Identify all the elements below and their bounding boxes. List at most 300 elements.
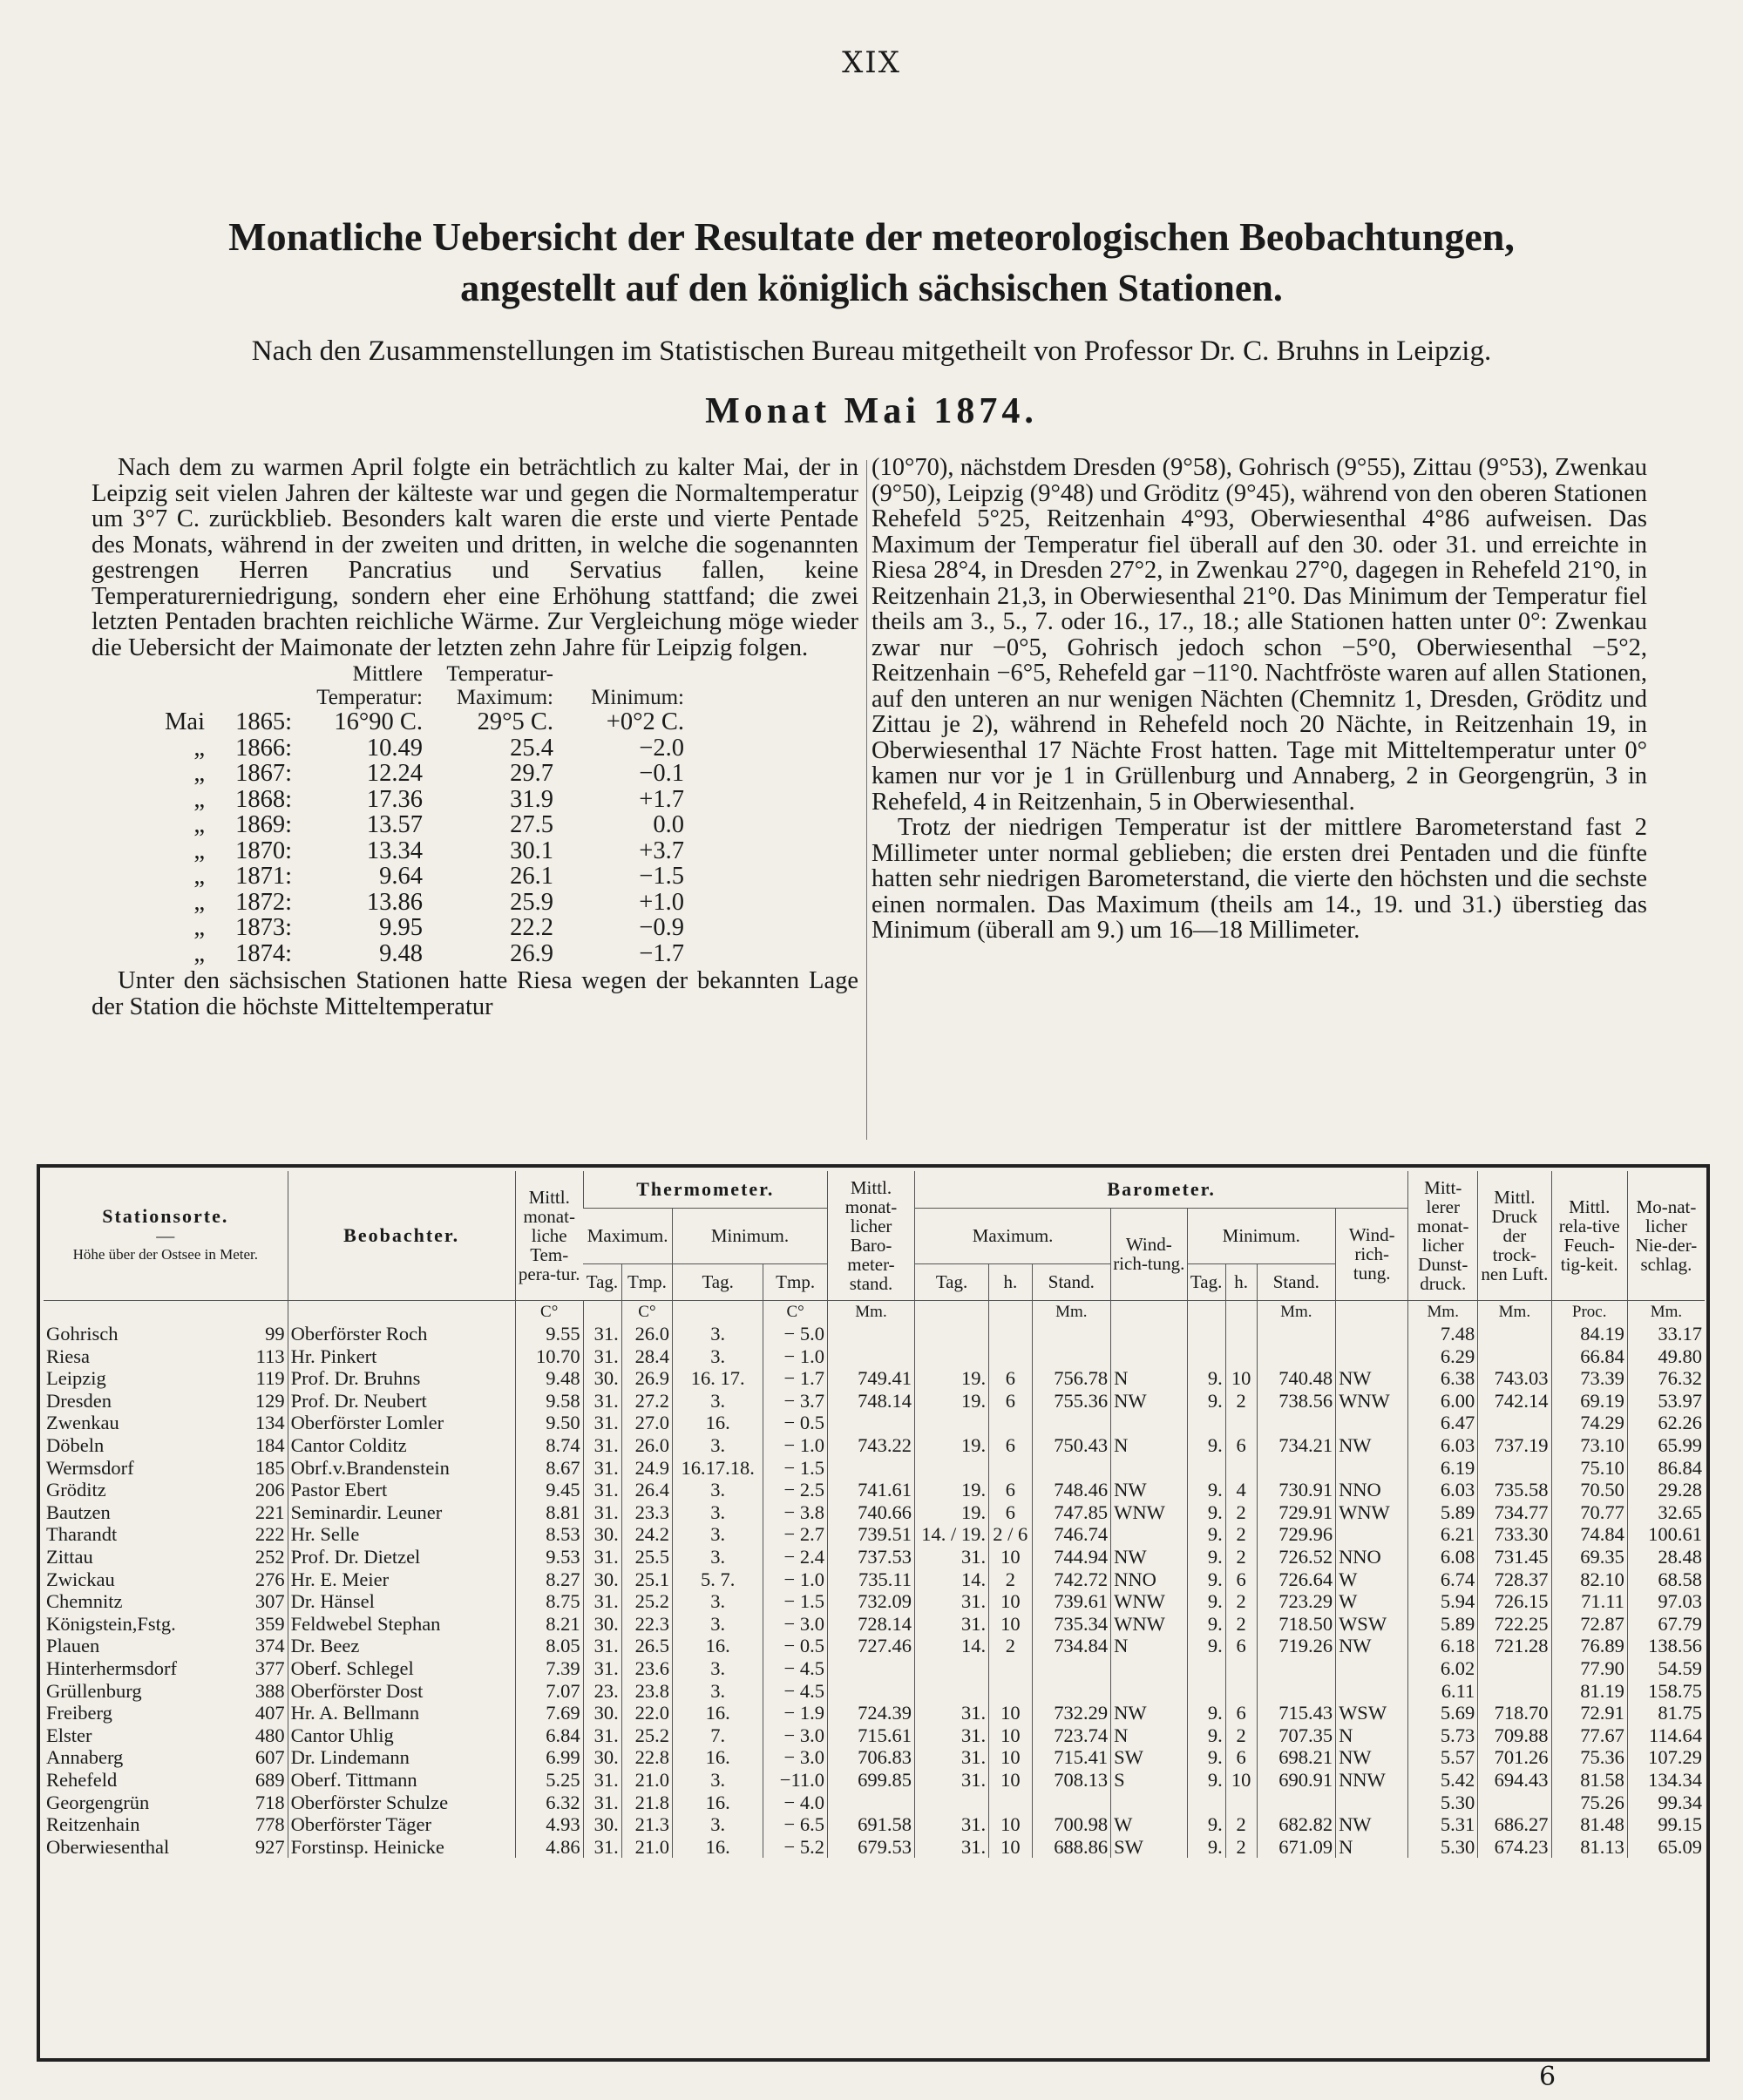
- table-cell: 707.35: [1257, 1724, 1336, 1747]
- table-cell: 10: [989, 1813, 1033, 1836]
- table-cell: 23.3: [621, 1501, 672, 1524]
- mini-table-cell: +1.0: [639, 888, 684, 916]
- table-cell: [1478, 1792, 1551, 1814]
- table-cell: [1111, 1523, 1187, 1546]
- station-cell: [44, 1590, 288, 1613]
- station-name: Bautzen: [46, 1500, 111, 1523]
- table-cell: 750.43: [1032, 1434, 1111, 1457]
- table-cell: [1336, 1345, 1408, 1368]
- table-cell: [827, 1412, 914, 1434]
- table-cell: 722.25: [1478, 1613, 1551, 1636]
- table-cell: 7.69: [515, 1702, 583, 1724]
- station-height: 221: [254, 1500, 285, 1523]
- table-row: [44, 1813, 1705, 1836]
- table-cell: 9.: [1187, 1501, 1225, 1524]
- table-cell: WNW: [1111, 1590, 1187, 1613]
- table-row: [44, 1680, 1705, 1703]
- station-height: 206: [254, 1479, 285, 1501]
- table-cell: [1257, 1657, 1336, 1680]
- table-cell: [1225, 1323, 1257, 1345]
- table-cell: 21.0: [621, 1769, 672, 1792]
- table-cell: 23.6: [621, 1657, 672, 1680]
- station-height: 388: [254, 1679, 285, 1702]
- mini-table-cell: 1873:: [235, 914, 292, 941]
- station-cell: [44, 1546, 288, 1568]
- title-line-2: angestellt auf den königlich sächsischen Stationen.: [460, 267, 1283, 309]
- table-cell: 737.19: [1478, 1434, 1551, 1457]
- table-cell: 8.27: [515, 1568, 583, 1591]
- table-cell: 5.73: [1408, 1724, 1478, 1747]
- mini-table-cell: 26.9: [510, 939, 553, 967]
- table-cell: 682.82: [1257, 1813, 1336, 1836]
- table-row: [44, 1457, 1705, 1480]
- table-cell: Dr. Lindemann: [288, 1746, 515, 1769]
- table-cell: 3.: [673, 1501, 763, 1524]
- table-cell: 6: [1225, 1702, 1257, 1724]
- table-cell: 25.2: [621, 1590, 672, 1613]
- table-cell: [1111, 1323, 1187, 1345]
- table-cell: 81.75: [1627, 1702, 1705, 1724]
- table-cell: 2: [989, 1635, 1033, 1657]
- station-name: Wermsdorf: [46, 1456, 134, 1479]
- table-cell: [1032, 1680, 1111, 1703]
- table-row: [44, 1792, 1705, 1814]
- table-cell: NW: [1111, 1546, 1187, 1568]
- mini-table-cell: +0°2 C.: [606, 708, 684, 735]
- table-cell: [1032, 1345, 1111, 1368]
- table-cell: NW: [1111, 1702, 1187, 1724]
- station-name: Zittau: [46, 1546, 93, 1568]
- table-cell: [1336, 1323, 1408, 1345]
- table-cell: 29.28: [1627, 1479, 1705, 1501]
- table-cell: 4.93: [515, 1813, 583, 1836]
- table-cell: 742.14: [1478, 1390, 1551, 1412]
- table-cell: [1032, 1792, 1111, 1814]
- table-cell: 100.61: [1627, 1523, 1705, 1546]
- mini-table-row: [92, 787, 858, 813]
- table-cell: 6.08: [1408, 1546, 1478, 1568]
- header-stand: Stand.: [1032, 1263, 1111, 1300]
- table-cell: 2: [1225, 1590, 1257, 1613]
- mini-table-cell: +3.7: [639, 837, 684, 864]
- table-cell: [1478, 1680, 1551, 1703]
- header-thermometer: Thermometer.: [583, 1171, 827, 1208]
- table-cell: − 1.0: [763, 1345, 828, 1368]
- table-cell: 9.55: [515, 1323, 583, 1345]
- table-cell: 4.86: [515, 1836, 583, 1859]
- header-tag: Tag.: [915, 1263, 989, 1300]
- table-cell: [1336, 1657, 1408, 1680]
- table-cell: 31.: [915, 1590, 989, 1613]
- table-cell: Oberf. Schlegel: [288, 1657, 515, 1680]
- mini-table-cell: 13.86: [366, 888, 423, 916]
- table-row: [44, 1702, 1705, 1724]
- table-cell: 740.48: [1257, 1367, 1336, 1390]
- header-nieder: Mo-nat-licher Nie-der-schlag.: [1627, 1171, 1705, 1300]
- station-name: Riesa: [46, 1345, 90, 1367]
- right-paragraph-2: Trotz der niedrigen Temperatur ist der mittlere Barometerstand fast 2 Millimeter unter normal geblieben; die ersten drei Pentaden und die fünfte hatten sehr niedrigen Barometerstand, die vierte den höchsten und die sechste einen normalen. Das Maximum (theils am 14., 19. und 31.) überstieg das Minimum (überall am 9.) um 16—18 Millimeter.: [872, 814, 1647, 944]
- table-cell: 10: [989, 1769, 1033, 1792]
- table-cell: 699.85: [827, 1769, 914, 1792]
- table-cell: 31.: [583, 1479, 621, 1501]
- table-cell: NW: [1336, 1813, 1408, 1836]
- table-cell: 16.: [673, 1746, 763, 1769]
- table-cell: 31.: [915, 1746, 989, 1769]
- table-cell: 729.91: [1257, 1501, 1336, 1524]
- table-cell: 97.03: [1627, 1590, 1705, 1613]
- table-cell: 31.: [583, 1390, 621, 1412]
- table-cell: [915, 1345, 989, 1368]
- table-cell: 728.37: [1478, 1568, 1551, 1591]
- table-cell: 81.13: [1551, 1836, 1627, 1859]
- table-cell: 22.3: [621, 1613, 672, 1636]
- table-cell: 6: [1225, 1635, 1257, 1657]
- table-cell: 3.: [673, 1523, 763, 1546]
- table-cell: 688.86: [1032, 1836, 1111, 1859]
- table-cell: 748.14: [827, 1390, 914, 1412]
- mini-table-cell: „: [193, 811, 205, 838]
- header-mean-temp: Mittl. monat-liche Tem-pera-tur.: [515, 1171, 583, 1300]
- table-cell: Pastor Ebert: [288, 1479, 515, 1501]
- station-height: 927: [254, 1835, 285, 1858]
- station-cell: [44, 1680, 288, 1703]
- table-cell: 706.83: [827, 1746, 914, 1769]
- mini-table-cell: 1874:: [235, 939, 292, 967]
- table-cell: [1257, 1457, 1336, 1480]
- table-cell: 8.53: [515, 1523, 583, 1546]
- table-cell: 10: [989, 1613, 1033, 1636]
- table-cell: 23.: [583, 1680, 621, 1703]
- station-cell: [44, 1434, 288, 1457]
- mini-table-cell: 16°90 C.: [334, 708, 423, 735]
- header-observer: Beobachter.: [288, 1171, 515, 1300]
- table-cell: Prof. Dr. Neubert: [288, 1390, 515, 1412]
- table-cell: 75.36: [1551, 1746, 1627, 1769]
- table-cell: 698.21: [1257, 1746, 1336, 1769]
- table-cell: 6.84: [515, 1724, 583, 1747]
- table-cell: 700.98: [1032, 1813, 1111, 1836]
- table-cell: 742.72: [1032, 1568, 1111, 1591]
- table-cell: 3.: [673, 1434, 763, 1457]
- footer-mark: 6: [1539, 2062, 1556, 2092]
- table-cell: − 0.5: [763, 1412, 828, 1434]
- table-cell: 31.: [583, 1792, 621, 1814]
- table-cell: 30.: [583, 1613, 621, 1636]
- table-cell: Oberförster Dost: [288, 1680, 515, 1703]
- table-cell: 9.: [1187, 1635, 1225, 1657]
- table-cell: 77.67: [1551, 1724, 1627, 1747]
- table-cell: [1225, 1345, 1257, 1368]
- table-cell: 715.43: [1257, 1702, 1336, 1724]
- table-cell: − 2.7: [763, 1523, 828, 1546]
- mini-table-row: [92, 686, 858, 709]
- table-cell: 734.21: [1257, 1434, 1336, 1457]
- mini-table-cell: 1871:: [235, 863, 292, 890]
- table-cell: 8.81: [515, 1501, 583, 1524]
- table-cell: [1336, 1680, 1408, 1703]
- table-cell: 27.2: [621, 1390, 672, 1412]
- table-cell: 5.69: [1408, 1702, 1478, 1724]
- table-cell: 21.0: [621, 1836, 672, 1859]
- table-cell: 16.: [673, 1792, 763, 1814]
- table-cell: [827, 1457, 914, 1480]
- station-height: 607: [254, 1746, 285, 1769]
- mini-table-cell: 13.34: [366, 837, 423, 864]
- table-cell: 724.39: [827, 1702, 914, 1724]
- table-cell: 694.43: [1478, 1769, 1551, 1792]
- table-cell: 62.26: [1627, 1412, 1705, 1434]
- mini-table-cell: „: [193, 939, 205, 967]
- stations-table: [44, 1171, 1705, 1858]
- mini-table-cell: „: [193, 785, 205, 813]
- table-cell: NNO: [1111, 1568, 1187, 1591]
- table-cell: 708.13: [1032, 1769, 1111, 1792]
- table-cell: 31.: [915, 1813, 989, 1836]
- table-cell: N: [1336, 1724, 1408, 1747]
- station-height: 185: [254, 1456, 285, 1479]
- table-cell: 748.46: [1032, 1479, 1111, 1501]
- header-tmp: Tmp.: [763, 1263, 828, 1300]
- station-name: Zwickau: [46, 1568, 115, 1590]
- station-name: Leipzig: [46, 1367, 106, 1390]
- table-cell: 749.41: [827, 1367, 914, 1390]
- table-cell: 723.74: [1032, 1724, 1111, 1747]
- table-cell: Hr. E. Meier: [288, 1568, 515, 1591]
- station-height: 119: [255, 1367, 285, 1390]
- table-cell: 9.48: [515, 1367, 583, 1390]
- header-wind-max: Wind-rich-tung.: [1111, 1208, 1187, 1300]
- table-cell: 715.41: [1032, 1746, 1111, 1769]
- mini-table-row: [92, 890, 858, 916]
- table-cell: − 4.0: [763, 1792, 828, 1814]
- table-cell: 81.58: [1551, 1769, 1627, 1792]
- table-cell: 4: [1225, 1479, 1257, 1501]
- table-cell: Obrf.v.Brandenstein: [288, 1457, 515, 1480]
- table-cell: N: [1111, 1434, 1187, 1457]
- header-wind-min: Wind-rich-tung.: [1336, 1208, 1408, 1300]
- mini-table-cell: „: [193, 863, 205, 890]
- table-cell: 14.: [915, 1568, 989, 1591]
- table-cell: − 2.5: [763, 1479, 828, 1501]
- table-cell: 9.: [1187, 1546, 1225, 1568]
- table-cell: Oberförster Roch: [288, 1323, 515, 1345]
- table-cell: 6.32: [515, 1792, 583, 1814]
- mini-table-cell: 10.49: [366, 734, 423, 762]
- table-cell: 31.: [583, 1501, 621, 1524]
- table-cell: [915, 1792, 989, 1814]
- table-cell: 718.50: [1257, 1613, 1336, 1636]
- table-cell: Feldwebel Stephan: [288, 1613, 515, 1636]
- table-cell: 3.: [673, 1390, 763, 1412]
- column-divider: [866, 460, 867, 1140]
- station-cell: [44, 1792, 288, 1814]
- table-cell: NW: [1336, 1367, 1408, 1390]
- table-cell: 9.: [1187, 1746, 1225, 1769]
- table-cell: − 1.7: [763, 1367, 828, 1390]
- table-cell: Oberf. Tittmann: [288, 1769, 515, 1792]
- mini-table-cell: Mai: [165, 708, 205, 735]
- table-cell: [1032, 1657, 1111, 1680]
- table-cell: − 3.0: [763, 1613, 828, 1636]
- table-cell: WNW: [1336, 1501, 1408, 1524]
- table-cell: 5.57: [1408, 1746, 1478, 1769]
- table-cell: 739.51: [827, 1523, 914, 1546]
- table-cell: 709.88: [1478, 1724, 1551, 1747]
- mini-table-cell: −2.0: [639, 734, 684, 762]
- mini-table-cell: Temperatur-: [446, 662, 553, 686]
- table-cell: 741.61: [827, 1479, 914, 1501]
- table-cell: W: [1336, 1568, 1408, 1591]
- table-cell: 2: [1225, 1836, 1257, 1859]
- table-cell: 6.19: [1408, 1457, 1478, 1480]
- station-name: Königstein,Fstg.: [46, 1612, 176, 1635]
- mini-table-cell: 0.0: [653, 811, 684, 838]
- table-cell: 16.: [673, 1412, 763, 1434]
- mini-table-cell: [92, 662, 205, 686]
- table-cell: 81.48: [1551, 1813, 1627, 1836]
- mini-table-row: [92, 735, 858, 762]
- left-column: [92, 455, 858, 1020]
- mini-table-cell: 13.57: [366, 811, 423, 838]
- table-cell: 73.10: [1551, 1434, 1627, 1457]
- mini-table-cell: 26.1: [510, 863, 553, 890]
- table-row: [44, 1724, 1705, 1747]
- mini-table-cell: 17.36: [366, 785, 423, 813]
- table-cell: 74.84: [1551, 1523, 1627, 1546]
- table-cell: N: [1336, 1836, 1408, 1859]
- header-tag: Tag.: [583, 1263, 621, 1300]
- mini-table-cell: „: [193, 760, 205, 787]
- leipzig-may-table: [92, 662, 858, 966]
- table-cell: − 5.0: [763, 1323, 828, 1345]
- station-cell: [44, 1479, 288, 1501]
- table-cell: 674.23: [1478, 1836, 1551, 1859]
- table-row: [44, 1613, 1705, 1636]
- table-cell: 727.46: [827, 1635, 914, 1657]
- table-cell: 6.47: [1408, 1412, 1478, 1434]
- header-dunst: Mitt-lerer monat-licher Dunst-druck.: [1408, 1171, 1478, 1300]
- table-cell: 30.: [583, 1523, 621, 1546]
- mini-table-cell: 1867:: [235, 760, 292, 787]
- mini-table-cell: 9.48: [379, 939, 423, 967]
- table-cell: [915, 1412, 989, 1434]
- table-cell: 6: [989, 1479, 1033, 1501]
- left-paragraph-2: Unter den sächsischen Stationen hatte Riesa wegen der bekannten Lage der Station die höchste Mitteltemperatur: [92, 967, 858, 1020]
- table-cell: 729.96: [1257, 1523, 1336, 1546]
- table-cell: Dr. Beez: [288, 1635, 515, 1657]
- mini-table-cell: 9.64: [379, 863, 423, 890]
- station-cell: [44, 1813, 288, 1836]
- table-cell: 9.: [1187, 1769, 1225, 1792]
- table-cell: 16.: [673, 1836, 763, 1859]
- table-cell: [1257, 1680, 1336, 1703]
- table-cell: W: [1336, 1590, 1408, 1613]
- table-cell: 77.90: [1551, 1657, 1627, 1680]
- table-cell: 10: [989, 1590, 1033, 1613]
- station-cell: [44, 1724, 288, 1747]
- table-cell: 86.84: [1627, 1457, 1705, 1480]
- header-tag: Tag.: [1187, 1263, 1225, 1300]
- table-row: [44, 1412, 1705, 1434]
- table-cell: 3.: [673, 1769, 763, 1792]
- station-height: 134: [254, 1412, 285, 1434]
- table-cell: [1225, 1657, 1257, 1680]
- station-name: Dresden: [46, 1389, 112, 1412]
- table-cell: 69.35: [1551, 1546, 1627, 1568]
- table-cell: [1111, 1345, 1187, 1368]
- mini-table-cell: 1868:: [235, 785, 292, 813]
- table-cell: [989, 1457, 1033, 1480]
- table-cell: Prof. Dr. Dietzel: [288, 1546, 515, 1568]
- table-cell: WNW: [1111, 1613, 1187, 1636]
- table-cell: 743.22: [827, 1434, 914, 1457]
- table-cell: 24.2: [621, 1523, 672, 1546]
- table-cell: 735.58: [1478, 1479, 1551, 1501]
- table-cell: 72.91: [1551, 1702, 1627, 1724]
- station-height: 113: [255, 1345, 285, 1367]
- table-cell: 28.48: [1627, 1546, 1705, 1568]
- station-cell: [44, 1367, 288, 1390]
- station-height: 480: [254, 1724, 285, 1746]
- table-cell: 114.64: [1627, 1724, 1705, 1747]
- table-row: [44, 1546, 1705, 1568]
- table-cell: 738.56: [1257, 1390, 1336, 1412]
- station-name: Gohrisch: [46, 1323, 119, 1345]
- table-cell: [1032, 1457, 1111, 1480]
- table-cell: SW: [1111, 1746, 1187, 1769]
- table-cell: 2: [1225, 1523, 1257, 1546]
- table-cell: [1478, 1345, 1551, 1368]
- table-cell: [1478, 1457, 1551, 1480]
- table-cell: 31.: [915, 1702, 989, 1724]
- table-cell: 6: [989, 1390, 1033, 1412]
- table-cell: 3.: [673, 1613, 763, 1636]
- table-cell: [915, 1657, 989, 1680]
- table-cell: 10: [1225, 1367, 1257, 1390]
- station-cell: [44, 1323, 288, 1345]
- mini-table-cell: Maximum:: [456, 686, 553, 709]
- table-row: [44, 1769, 1705, 1792]
- table-cell: 2 / 6: [989, 1523, 1033, 1546]
- table-cell: 3.: [673, 1479, 763, 1501]
- table-cell: 9.: [1187, 1613, 1225, 1636]
- table-cell: 746.74: [1032, 1523, 1111, 1546]
- table-cell: 30.: [583, 1746, 621, 1769]
- station-name: Freiberg: [46, 1702, 112, 1724]
- table-cell: [1032, 1412, 1111, 1434]
- table-cell: Oberförster Lomler: [288, 1412, 515, 1434]
- table-cell: 19.: [915, 1434, 989, 1457]
- table-cell: 8.05: [515, 1635, 583, 1657]
- table-cell: 723.29: [1257, 1590, 1336, 1613]
- mini-table-cell: 12.24: [366, 760, 423, 787]
- table-cell: 6.00: [1408, 1390, 1478, 1412]
- station-name: Elster: [46, 1724, 92, 1746]
- table-cell: 14. / 19.: [915, 1523, 989, 1546]
- table-cell: 22.0: [621, 1702, 672, 1724]
- table-cell: 25.1: [621, 1568, 672, 1591]
- table-cell: 28.4: [621, 1345, 672, 1368]
- table-cell: NW: [1111, 1390, 1187, 1412]
- mini-table-row: [92, 662, 858, 686]
- table-row: [44, 1568, 1705, 1591]
- mini-table-cell: 22.2: [510, 914, 553, 941]
- table-cell: Hr. Pinkert: [288, 1345, 515, 1368]
- table-cell: 3.: [673, 1345, 763, 1368]
- table-cell: [915, 1457, 989, 1480]
- table-cell: NNW: [1336, 1769, 1408, 1792]
- station-cell: [44, 1345, 288, 1368]
